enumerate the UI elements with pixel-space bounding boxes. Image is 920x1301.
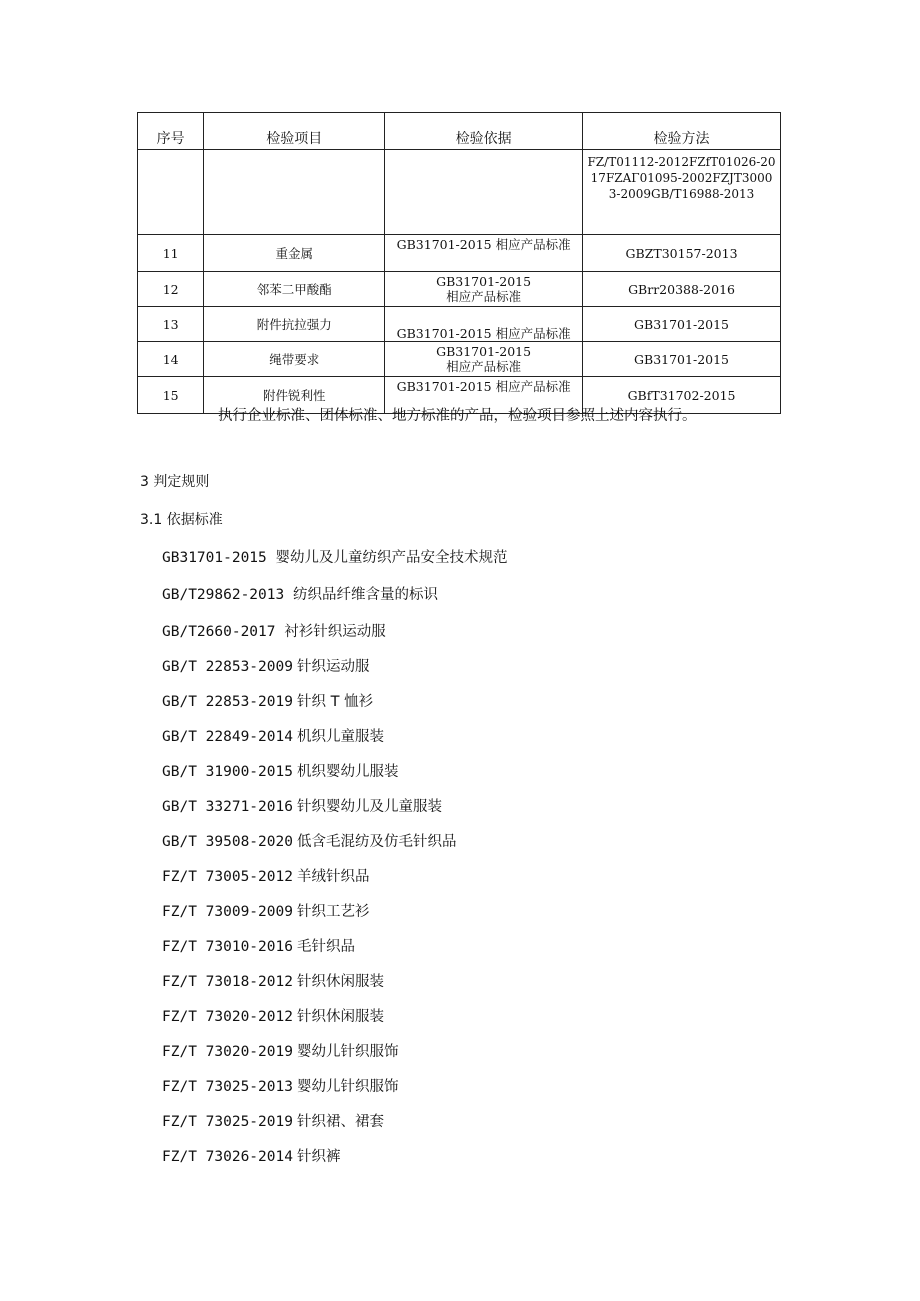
cell-method: GB31701-2015 [583,307,781,342]
cell-basis: GB31701-2015 相应产品标准 [385,235,583,272]
standard-code: FZ/T 73018-2012 [162,974,293,990]
standard-name: 针织休闲服装 [297,974,384,990]
table-row [138,272,781,307]
standard-name: 机织儿童服装 [297,729,384,745]
header-no: 序号 [138,113,204,150]
standard-code: GB/T 22853-2009 [162,659,293,675]
standard-name: 羊绒针织品 [297,869,370,885]
standard-item [162,1005,384,1026]
standard-name: 针织休闲服装 [297,1009,384,1025]
cell-no [138,150,204,235]
standard-code: FZ/T 73020-2012 [162,1009,293,1025]
cell-method: GBZT30157-2013 [583,235,781,272]
standard-code: FZ/T 73010-2016 [162,939,293,955]
standard-name: 针织 T 恤衫 [297,694,374,710]
table-row [138,235,781,272]
cell-basis [385,342,583,377]
standard-code: FZ/T 73025-2019 [162,1114,293,1130]
cell-method: GB31701-2015 [583,342,781,377]
standard-item [162,620,386,641]
standard-item [162,655,370,676]
standard-item [162,583,438,604]
standard-item [162,970,384,991]
standard-item [162,546,508,567]
standard-item [162,690,373,711]
standard-item [162,1040,399,1061]
cell-basis: GB31701-2015 相应产品标准 [385,377,583,414]
table-row-continuation [138,150,781,235]
cell-method: FZ/T01112-2012FZfT01026-2017FZAΓ01095-2002FZJT30003-2009GB/T16988-2013 [583,150,781,235]
standard-name: 针织运动服 [297,659,370,675]
standard-code: GB/T29862-2013 [162,587,285,603]
header-item: 检验项目 [204,113,385,150]
cell-no: 15 [138,377,204,414]
cell-basis-line2: 相应产品标准 [446,359,522,374]
cell-no: 11 [138,235,204,272]
cell-item: 附件抗拉强力 [204,307,385,342]
inspection-table [137,112,781,414]
standard-name: 机织婴幼儿服装 [297,764,399,780]
standard-code: GB/T 33271-2016 [162,799,293,815]
table-row [138,307,781,342]
section-heading-basis-standards: 3.1 依据标准 [140,512,223,528]
standard-item [162,1075,399,1096]
cell-basis [385,272,583,307]
standard-item [162,830,457,851]
standard-item [162,935,355,956]
cell-item: 绳带要求 [204,342,385,377]
standard-code: GB/T 22853-2019 [162,694,293,710]
cell-no: 14 [138,342,204,377]
cell-basis-line1: GB31701-2015 [436,344,532,359]
table-note: 执行企业标准、团体标准、地方标准的产品，检验项目参照上述内容执行。 [218,408,697,424]
standard-name: 针织裙、裙套 [297,1114,384,1130]
standard-item [162,1110,384,1131]
standard-name: 婴幼儿针织服饰 [297,1079,399,1095]
table-row [138,342,781,377]
standard-name: 婴幼儿及儿童纺织产品安全技术规范 [275,550,508,566]
cell-basis-line2: 相应产品标准 [446,289,522,304]
standard-code: FZ/T 73005-2012 [162,869,293,885]
cell-basis-line1: GB31701-2015 [436,274,532,289]
standard-name: 针织裤 [297,1149,341,1165]
standard-item [162,725,384,746]
standard-name: 毛针织品 [297,939,355,955]
standard-name: 针织工艺衫 [297,904,370,920]
cell-basis [385,150,583,235]
cell-item: 附件锐利性 [204,377,385,414]
standard-item [162,865,370,886]
standard-name: 低含毛混纺及仿毛针织品 [297,834,457,850]
cell-basis: GB31701-2015 相应产品标准 [385,307,583,342]
standard-name: 纺织品纤维含量的标识 [292,587,438,603]
standard-code: GB/T 31900-2015 [162,764,293,780]
cell-item: 重金属 [204,235,385,272]
standard-code: GB/T 39508-2020 [162,834,293,850]
standard-code: FZ/T 73026-2014 [162,1149,293,1165]
standard-item [162,760,399,781]
cell-item [204,150,385,235]
standard-name: 衬衫针织运动服 [284,624,386,640]
cell-item: 邻苯二甲酸酯 [204,272,385,307]
cell-method: GBfT31702-2015 [583,377,781,414]
cell-no: 13 [138,307,204,342]
section-heading-judgement-rules: 3 判定规则 [140,474,210,490]
standard-item [162,900,370,921]
standard-code: FZ/T 73025-2013 [162,1079,293,1095]
standard-code: GB/T 22849-2014 [162,729,293,745]
standard-item [162,795,442,816]
cell-no: 12 [138,272,204,307]
standard-item [162,1145,341,1166]
standard-name: 婴幼儿针织服饰 [297,1044,399,1060]
header-basis: 检验依据 [385,113,583,150]
standard-code: GB/T2660-2017 [162,624,276,640]
standard-name: 针织婴幼儿及儿童服装 [297,799,442,815]
table-header-row [138,113,781,150]
cell-method: GBrr20388-2016 [583,272,781,307]
standard-code: GB31701-2015 [162,550,267,566]
standard-code: FZ/T 73020-2019 [162,1044,293,1060]
header-method: 检验方法 [583,113,781,150]
standard-code: FZ/T 73009-2009 [162,904,293,920]
